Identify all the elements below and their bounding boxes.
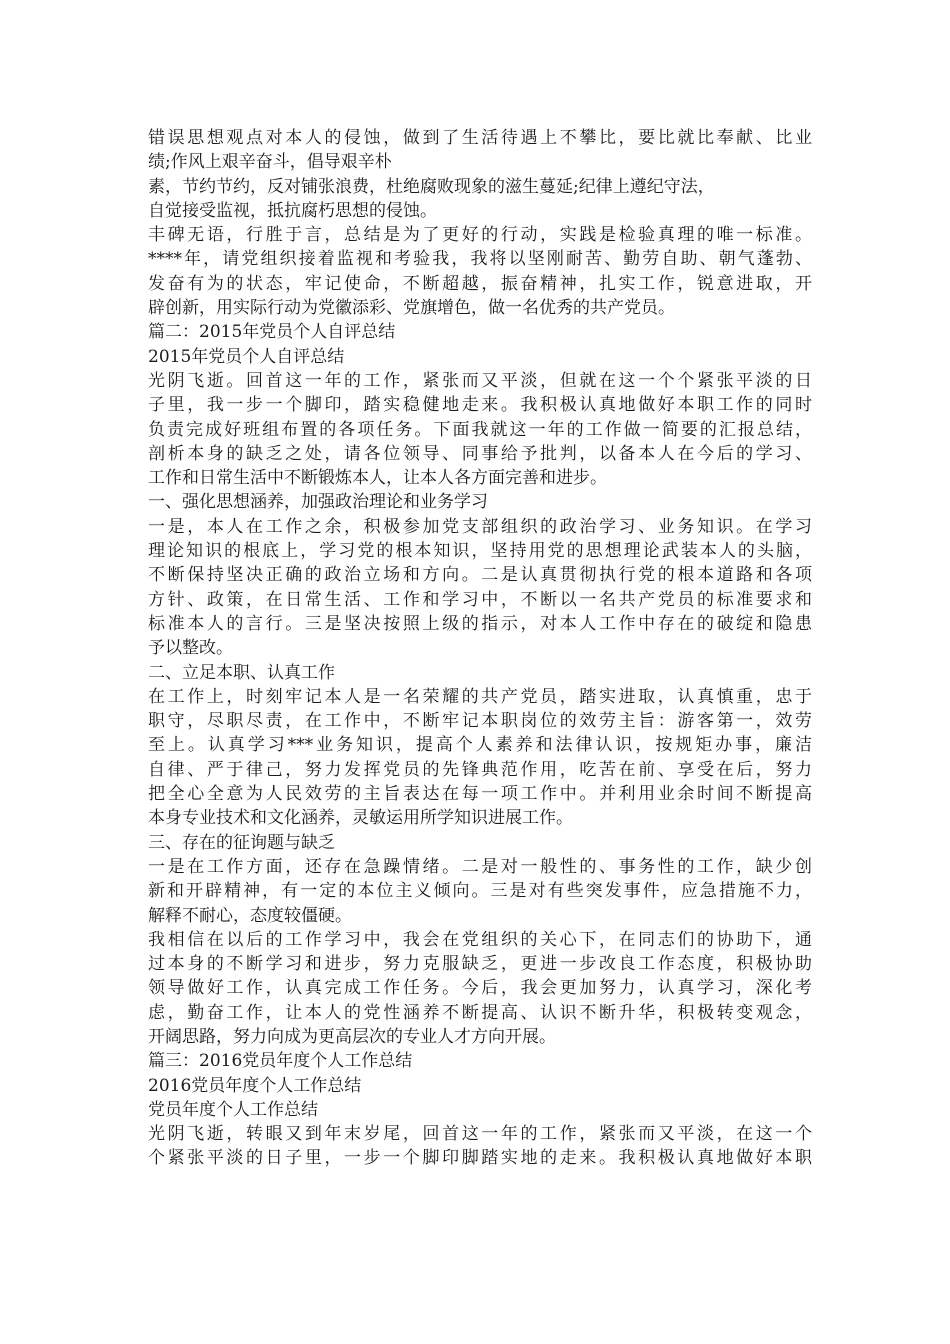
text-line: 虑，勤奋工作，让本人的党性涵养不断提高、认识不断升华，积极转变观念， [148,1002,812,1023]
text-line: 发奋有为的状态，牢记使命，不断超越，振奋精神，扎实工作，锐意进取，开 [148,273,812,294]
text-line: 负责完成好班组布置的各项任务。下面我就这一年的工作做一简要的汇报总结， [148,419,812,440]
text-line: 解释不耐心，态度较僵硬。 [148,905,352,926]
text-line: 本身专业技术和文化涵养，灵敏运用所学知识进展工作。 [148,808,573,829]
text-line: 不断保持坚决正确的政治立场和方向。二是认真贯彻执行党的根本道路和各项 [148,565,812,586]
text-line: ****年，请党组织接着监视和考验我，我将以坚刚耐苦、勤劳自助、朝气蓬勃、 [148,249,812,270]
text-line: 理论知识的根底上，学习党的根本知识，坚持用党的思想理论武装本人的头脑， [148,541,812,562]
text-line: 2016党员年度个人工作总结 [148,1075,362,1096]
document-body [148,126,812,1171]
text-line: 自律、严于律己，努力发挥党员的先锋典范作用，吃苦在前、享受在后，努力 [148,759,812,780]
text-line: 领导做好工作，认真完成工作任务。今后，我会更加努力，认真学习，深化考 [148,978,812,999]
text-line: 予以整改。 [148,638,233,659]
text-line: 光阴飞逝。回首这一年的工作，紧张而又平淡，但就在这一个个紧张平淡的日 [148,370,812,391]
text-line: 个紧张平淡的日子里，一步一个脚印脚踏实地的走来。我积极认真地做好本职 [148,1148,812,1169]
text-line: 一是在工作方面，还存在急躁情绪。二是对一般性的、事务性的工作，缺少创 [148,856,812,877]
text-line: 丰碑无语，行胜于言，总结是为了更好的行动，实践是检验真理的唯一标准。 [148,225,812,246]
text-line: 绩;作风上艰辛奋斗，倡导艰辛朴 [148,152,392,173]
text-line: 一、强化思想涵养，加强政治理论和业务学习 [148,492,488,513]
text-line: 标准本人的言行。三是坚决按照上级的指示，对本人工作中存在的破绽和隐患 [148,613,812,634]
text-line: 我相信在以后的工作学习中，我会在党组织的关心下，在同志们的协助下，通 [148,929,812,950]
text-line: 辟创新，用实际行动为党徽添彩、党旗增色，做一名优秀的共产党员。 [148,298,675,319]
text-line: 工作和日常生活中不断锻炼本人，让本人各方面完善和进步。 [148,468,607,489]
text-line: 党员年度个人工作总结 [148,1099,318,1120]
text-line: 篇三：2016党员年度个人工作总结 [148,1051,413,1072]
text-line: 子里，我一步一个脚印，踏实稳健地走来。我积极认真地做好本职工作的同时 [148,395,812,416]
text-line: 开阔思路，努力向成为更高层次的专业人才方向开展。 [148,1026,556,1047]
text-line: 过本身的不断学习和进步，努力克服缺乏，更进一步改良工作态度，积极协助 [148,954,812,975]
text-line: 剖析本身的缺乏之处，请各位领导、同事给予批判，以备本人在今后的学习、 [148,443,812,464]
text-line: 自觉接受监视，抵抗腐朽思想的侵蚀。 [148,200,437,221]
text-line: 篇二：2015年党员个人自评总结 [148,322,396,343]
text-line: 一是，本人在工作之余，积极参加党支部组织的政治学习、业务知识。在学习 [148,516,812,537]
text-line: 至上。认真学习***业务知识，提高个人素养和法律认识，按规矩办事，廉洁 [148,735,812,756]
text-line: 在工作上，时刻牢记本人是一名荣耀的共产党员，踏实进取，认真慎重，忠于 [148,686,812,707]
text-line: 错误思想观点对本人的侵蚀，做到了生活待遇上不攀比，要比就比奉献、比业 [148,128,812,148]
text-line: 新和开辟精神，有一定的本位主义倾向。三是对有些突发事件，应急措施不力， [148,881,812,902]
text-line: 方针、政策，在日常生活、工作和学习中，不断以一名共产党员的标准要求和 [148,589,812,610]
text-line: 素，节约节约，反对铺张浪费，杜绝腐败现象的滋生蔓延;纪律上遵纪守法， [148,176,715,197]
text-line: 光阴飞逝，转眼又到年末岁尾，回首这一年的工作，紧张而又平淡，在这一个 [148,1124,812,1145]
text-line: 2015年党员个人自评总结 [148,346,345,367]
text-line: 二、立足本职、认真工作 [148,662,335,683]
text-line: 职守，尽职尽责，在工作中，不断牢记本职岗位的效劳主旨：游客第一，效劳 [148,711,812,732]
text-line: 把全心全意为人民效劳的主旨表达在每一项工作中。并利用业余时间不断提高 [148,784,812,805]
text-line: 三、存在的征询题与缺乏 [148,832,335,853]
